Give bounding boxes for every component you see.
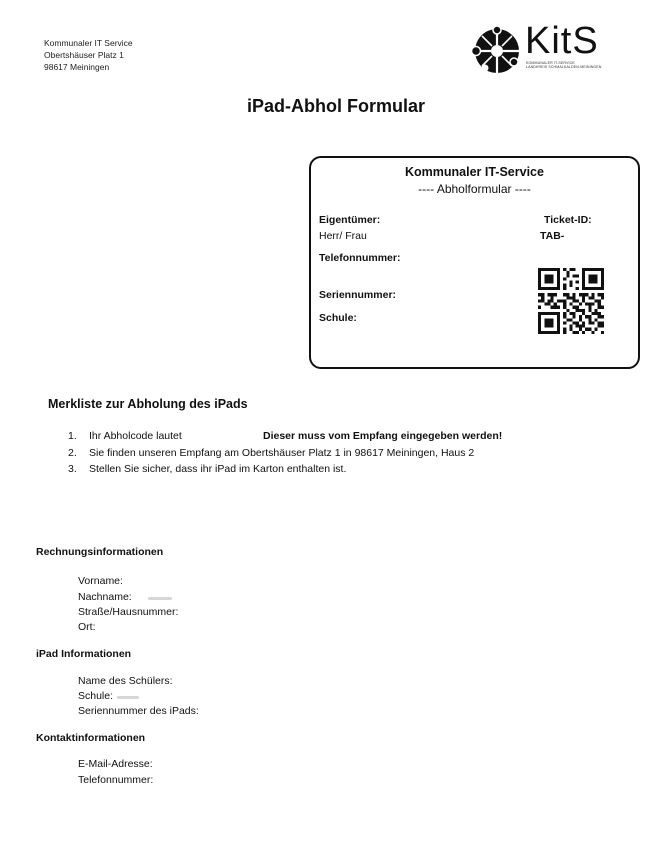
list-item-hint: Dieser muss vom Empfang eingegeben werden! — [263, 430, 503, 442]
contact-email-label: E-Mail-Adresse: — [78, 758, 153, 770]
redacted-lastname — [148, 597, 172, 600]
billing-lastname-label: Nachname: — [78, 591, 132, 603]
pickup-card — [309, 156, 640, 369]
billing-firstname-label: Vorname: — [78, 575, 123, 587]
page-title: iPad-Abhol Formular — [246, 96, 425, 116]
sender-address — [44, 37, 133, 73]
list-item-text: Stellen Sie sicher, dass ihr iPad im Karton enthalten ist. — [89, 463, 347, 475]
billing-heading: Rechnungsinformationen — [36, 546, 164, 558]
ipad-serial-label: Seriennummer des iPads: — [78, 705, 199, 717]
logo-subtitle — [526, 61, 602, 70]
billing-city-label: Ort: — [78, 621, 96, 633]
list-item-text: Ihr Abholcode lautet — [89, 430, 182, 442]
checklist-heading: Merkliste zur Abholung des iPads — [48, 397, 248, 411]
logo-subtitle-line-2: LANDKREIS SCHMALKALDEN-MEININGEN — [526, 65, 602, 70]
ipad-heading: iPad Informationen — [36, 648, 132, 660]
owner-label: Eigentümer: — [319, 214, 381, 226]
logo-subtitle-line-1: KOMMUNALER IT-SERVICE — [526, 61, 575, 65]
ipad-student-label: Name des Schülers: — [78, 675, 173, 687]
kits-logo-mark-icon — [470, 24, 524, 78]
logo-wordmark: KitS — [525, 20, 599, 62]
list-item-number: 3. — [68, 463, 77, 475]
phone-label: Telefonnummer: — [319, 252, 401, 264]
school-label: Schule: — [319, 312, 357, 324]
redacted-school — [117, 696, 139, 699]
ticket-id-label: Ticket-ID: — [544, 214, 592, 226]
contact-phone-label: Telefonnummer: — [78, 774, 154, 786]
ipad-school-label: Schule: — [78, 690, 114, 702]
billing-street-label: Straße/Hausnummer: — [78, 606, 179, 618]
qr-code-icon — [538, 268, 604, 334]
list-item-text: Sie finden unseren Empfang am Obertshäuser Platz 1 in 98617 Meiningen, Haus 2 — [89, 446, 475, 459]
ticket-id-value: TAB- — [540, 230, 565, 242]
serial-label: Seriennummer: — [319, 289, 397, 301]
card-title: Kommunaler IT-Service — [405, 165, 544, 179]
owner-value: Herr/ Frau — [319, 230, 367, 242]
card-subtitle: ---- Abholformular ---- — [418, 182, 531, 196]
contact-heading: Kontaktinformationen — [36, 732, 146, 744]
list-item-number: 2. — [68, 446, 77, 459]
kits-logo — [470, 20, 605, 78]
list-item-number: 1. — [68, 430, 77, 442]
sender-line-1: Kommunaler IT Service — [44, 38, 133, 48]
sender-line-2: Obertshäuser Platz 1 — [44, 50, 124, 60]
sender-line-3: 98617 Meiningen — [44, 62, 110, 72]
